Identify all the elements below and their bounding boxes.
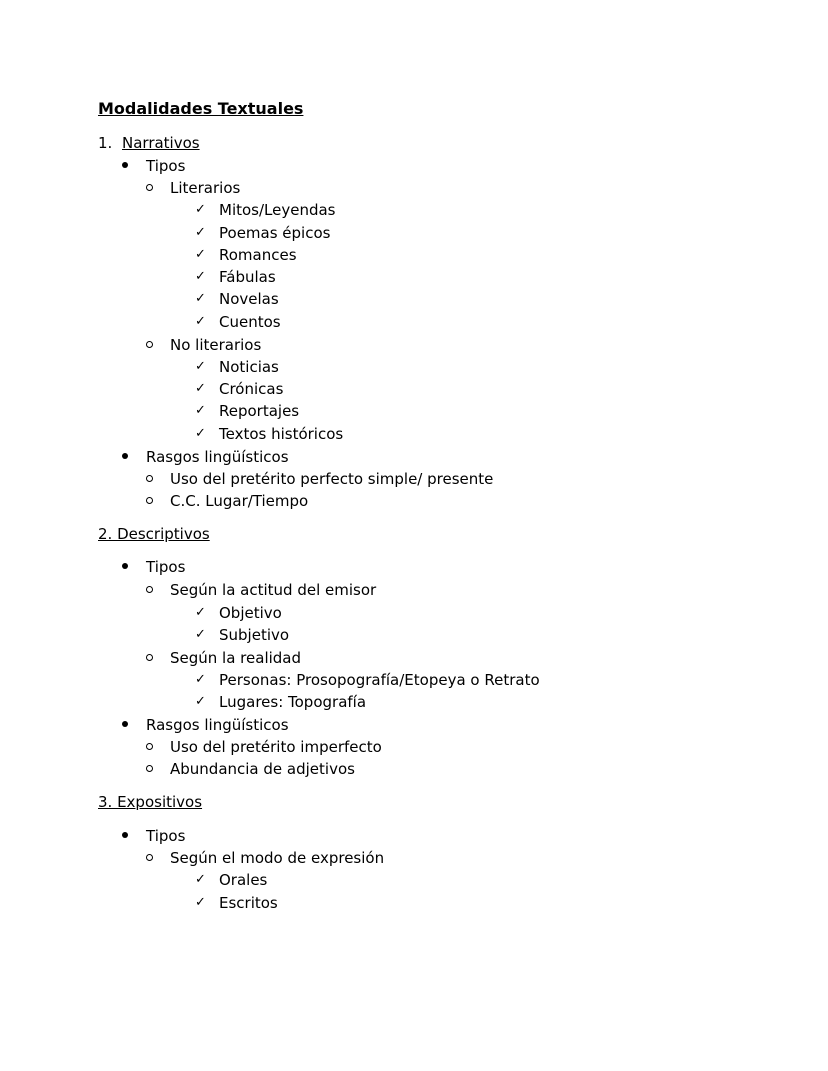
section-1-tipos: Tipos — [146, 157, 186, 175]
check-icon: ✓ — [195, 605, 206, 620]
section-3-tipos: Tipos — [146, 827, 186, 845]
circle-marker — [146, 177, 153, 199]
circle-marker — [146, 736, 153, 758]
literarios-item: Poemas épicos — [219, 224, 331, 242]
emisor-label: Según la actitud del emisor — [170, 581, 377, 599]
section-1-heading-row — [98, 132, 200, 154]
circle-marker — [146, 334, 153, 356]
rasgos-item: C.C. Lugar/Tiempo — [170, 492, 309, 510]
realidad-item: Lugares: Topografía — [219, 693, 367, 711]
bullet-marker — [122, 556, 128, 578]
emisor-item: Subjetivo — [219, 626, 290, 644]
bullet-marker — [122, 714, 128, 736]
section-1-heading: Narrativos — [122, 134, 200, 152]
literarios-item: Romances — [219, 246, 297, 264]
check-icon: ✓ — [195, 359, 206, 374]
section-2-tipos: Tipos — [146, 558, 186, 576]
check-icon: ✓ — [195, 627, 206, 642]
rasgos-item: Abundancia de adjetivos — [170, 760, 355, 778]
section-1-number: 1. — [98, 134, 113, 152]
check-icon: ✓ — [195, 314, 206, 329]
section-2-rasgos: Rasgos lingüísticos — [146, 716, 289, 734]
check-icon: ✓ — [195, 247, 206, 262]
check-icon: ✓ — [195, 672, 206, 687]
bullet-marker — [122, 446, 128, 468]
no-literarios-label: No literarios — [170, 336, 262, 354]
modo-label: Según el modo de expresión — [170, 849, 385, 867]
literarios-item: Cuentos — [219, 313, 281, 331]
check-icon: ✓ — [195, 202, 206, 217]
check-icon: ✓ — [195, 426, 206, 441]
modo-item: Orales — [219, 871, 268, 889]
rasgos-item: Uso del pretérito perfecto simple/ presente — [170, 470, 494, 488]
circle-marker — [146, 579, 153, 601]
check-icon: ✓ — [195, 269, 206, 284]
no-literarios-item: Crónicas — [219, 380, 284, 398]
check-icon: ✓ — [195, 381, 206, 396]
circle-marker — [146, 647, 153, 669]
literarios-label: Literarios — [170, 179, 241, 197]
bullet-marker — [122, 825, 128, 847]
emisor-item: Objetivo — [219, 604, 282, 622]
check-icon: ✓ — [195, 291, 206, 306]
no-literarios-item: Noticias — [219, 358, 279, 376]
section-2-heading: 2. Descriptivos — [98, 525, 210, 543]
literarios-item: Fábulas — [219, 268, 276, 286]
no-literarios-item: Textos históricos — [219, 425, 344, 443]
check-icon: ✓ — [195, 895, 206, 910]
circle-marker — [146, 468, 153, 490]
check-icon: ✓ — [195, 694, 206, 709]
circle-marker — [146, 758, 153, 780]
section-3-heading: 3. Expositivos — [98, 793, 203, 811]
no-literarios-item: Reportajes — [219, 402, 300, 420]
realidad-label: Según la realidad — [170, 649, 302, 667]
check-icon: ✓ — [195, 403, 206, 418]
realidad-item: Personas: Prosopografía/Etopeya o Retrato — [219, 671, 540, 689]
modo-item: Escritos — [219, 894, 278, 912]
document-title: Modalidades Textuales — [98, 99, 304, 118]
literarios-item: Mitos/Leyendas — [219, 201, 336, 219]
bullet-marker — [122, 155, 128, 177]
check-icon: ✓ — [195, 225, 206, 240]
rasgos-item: Uso del pretérito imperfecto — [170, 738, 382, 756]
circle-marker — [146, 490, 153, 512]
check-icon: ✓ — [195, 872, 206, 887]
circle-marker — [146, 847, 153, 869]
literarios-item: Novelas — [219, 290, 279, 308]
section-1-rasgos: Rasgos lingüísticos — [146, 448, 289, 466]
